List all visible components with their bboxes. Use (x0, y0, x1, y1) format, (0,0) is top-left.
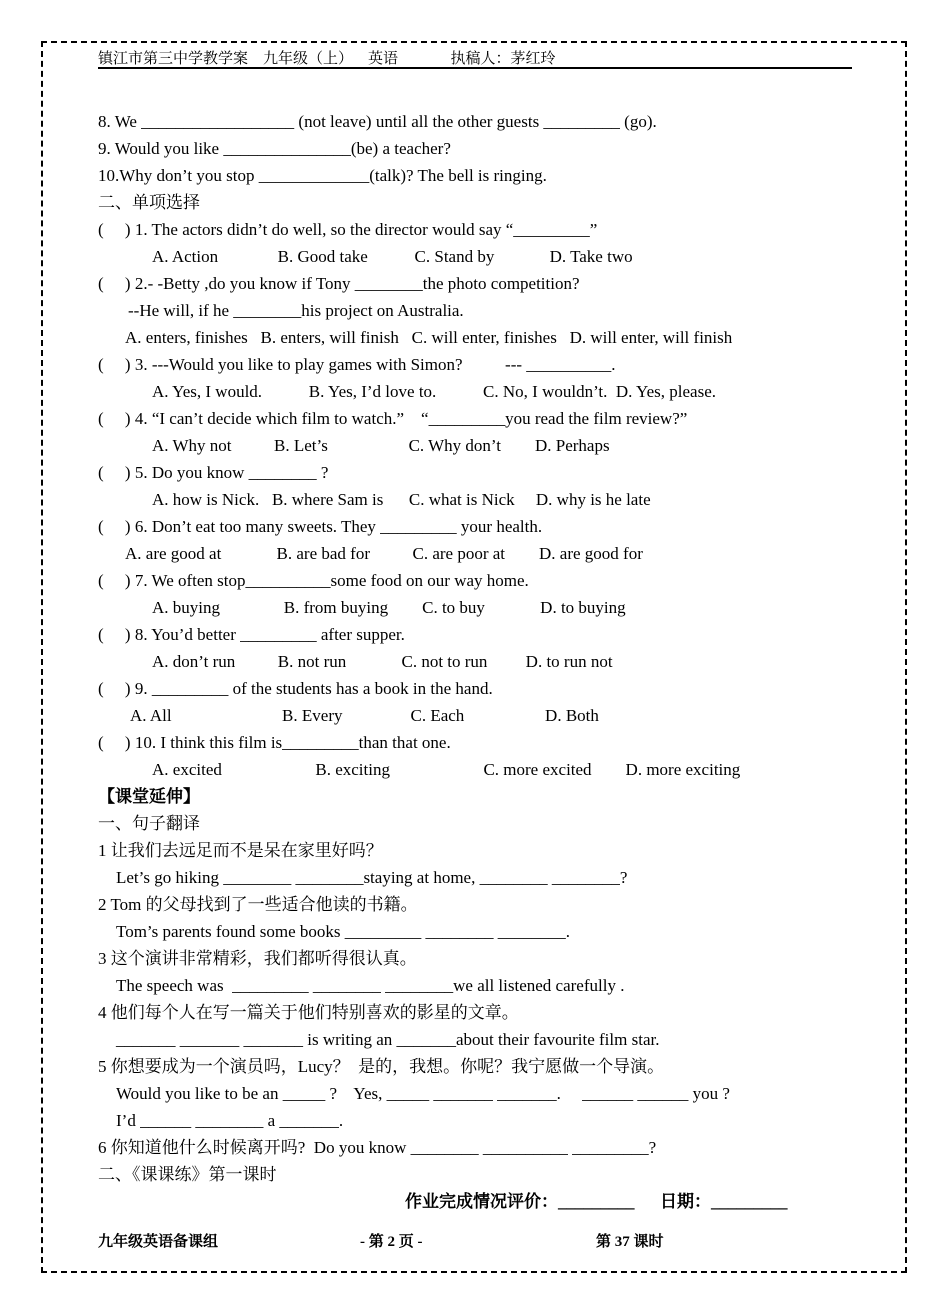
text-line: 二、《课课练》第一课时 (98, 1165, 277, 1184)
footer-lesson-number: 第 37 课时 (596, 1234, 664, 1250)
text-line: ( ) 4. “I can’t decide which film to watch.” “_________you read the film review?” (98, 409, 688, 428)
text-line: 1 让我们去远足而不是呆在家里好吗？ (98, 841, 383, 860)
text-line: ( ) 5. Do you know ________ ? (98, 463, 329, 482)
text-line: 6 你知道他什么时候离开吗? Do you know ________ __________ _________? (98, 1138, 657, 1157)
text-line: ( ) 6. Don’t eat too many sweets. They _________ your health. (98, 517, 543, 536)
text-line: The speech was _________ ________ ________we all listened carefully . (116, 976, 625, 995)
text-line: 3 这个演讲非常精彩，我们都听得很认真。 (98, 949, 417, 968)
text-line: A. excited B. exciting C. more excited D. more exciting (152, 760, 741, 779)
text-line: 9. Would you like _______________(be) a teacher? (98, 139, 451, 158)
text-line: A. Why not B. Let’s C. Why don’t D. Perhaps (152, 436, 610, 455)
text-line: A. are good at B. are bad for C. are poor at D. are good for (125, 544, 643, 563)
text-line: 【课堂延伸】 (98, 787, 200, 806)
text-line: 作业完成情况评价：_________ 日期：_________ (405, 1192, 788, 1211)
text-line: ( ) 1. The actors didn’t do well, so the director would say “_________” (98, 220, 598, 239)
page-header: 镇江市第三中学教学案 九年级（上） 英语 执稿人：茅红玲 (98, 47, 852, 69)
text-line: A. don’t run B. not run C. not to run D. to run not (152, 652, 613, 671)
text-line: ( ) 9. _________ of the students has a book in the hand. (98, 679, 493, 698)
text-line: Let’s go hiking ________ ________staying at home, ________ ________? (116, 868, 628, 887)
text-line: 2 Tom 的父母找到了一些适合他读的书籍。 (98, 895, 418, 914)
text-line: 4 他们每个人在写一篇关于他们特别喜欢的影星的文章。 (98, 1003, 519, 1022)
text-line: A. how is Nick. B. where Sam is C. what is Nick D. why is he late (152, 490, 651, 509)
text-line: _______ _______ _______ is writing an _______about their favourite film star. (116, 1030, 660, 1049)
text-line: --He will, if he ________his project on Australia. (128, 301, 464, 320)
text-line: A. buying B. from buying C. to buy D. to buying (152, 598, 626, 617)
text-line: A. enters, finishes B. enters, will finish C. will enter, finishes D. will enter, will finish (125, 328, 733, 347)
text-line: 10.Why don’t you stop _____________(talk)? The bell is ringing. (98, 166, 547, 185)
text-line: ( ) 3. ---Would you like to play games with Simon? --- __________. (98, 355, 616, 374)
text-line: Tom’s parents found some books _________ ________ ________. (116, 922, 571, 941)
text-line: A. Yes, I would. B. Yes, I’d love to. C. No, I wouldn’t. D. Yes, please. (152, 382, 717, 401)
text-line: ( ) 8. You’d better _________ after supper. (98, 625, 405, 644)
text-line: 一、句子翻译 (98, 814, 200, 833)
text-line: 二、单项选择 (98, 193, 200, 212)
text-line: ( ) 7. We often stop__________some food on our way home. (98, 571, 529, 590)
text-line: ( ) 10. I think this film is_________than that one. (98, 733, 451, 752)
text-line: A. Action B. Good take C. Stand by D. Take two (152, 247, 633, 266)
text-line: ( ) 2.- -Betty ,do you know if Tony ________the photo competition? (98, 274, 580, 293)
footer-page-number: - 第 2 页 - (360, 1234, 423, 1250)
text-line: 5 你想要成为一个演员吗，Lucy？ 是的，我想。你呢？我宁愿做一个导演。 (98, 1057, 665, 1076)
text-line: 8. We __________________ (not leave) until all the other guests _________ (go). (98, 112, 657, 131)
text-line: A. All B. Every C. Each D. Both (130, 706, 599, 725)
text-line: Would you like to be an _____ ? Yes, _____ _______ _______. ______ ______ you ? (116, 1084, 730, 1103)
footer-group: 九年级英语备课组 (98, 1234, 219, 1250)
text-line: I’d ______ ________ a _______. (116, 1111, 344, 1130)
